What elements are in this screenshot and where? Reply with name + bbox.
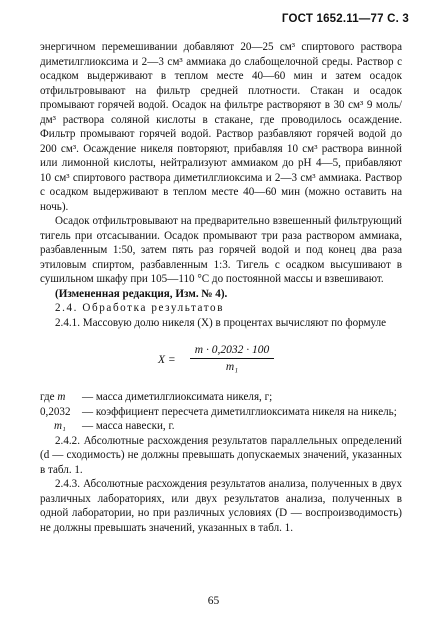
definition-symbol: 0,2032 xyxy=(40,405,71,418)
definition-text: — масса диметилглиоксимата никеля, г; xyxy=(82,391,273,403)
paragraph-filtration: Осадок отфильтровывают на предварительно взвешенный фильтрующий тигель при отсасывании. Осадок промывают три раза раствором аммиака, разбавленным 1:50, затем пять раз горячей водой и под конец два раза этиловым спиртом, разбавленным 1:3. Тигель с осадком высушивают в сушильном шкафу при 105—110 °С до постоянной массы и взвешивают. xyxy=(40,215,402,285)
clause-2-4-3: 2.4.3. Абсолютные расхождения результатов анализа, полученных в двух различных лабораториях, или двух результатов анализа, полученных в одной лаборатории, но при различных условиях (D — воспроизводимость) не должны превышать значений, указанных в табл. 1. xyxy=(40,478,402,534)
definition-text: — масса навески, г. xyxy=(82,420,175,432)
definition-row xyxy=(40,405,402,420)
page-number: 65 xyxy=(207,595,220,607)
fraction-bar xyxy=(190,358,274,359)
formula-lhs: X = xyxy=(158,354,176,366)
document-body xyxy=(40,40,402,535)
definition-symbol xyxy=(40,390,82,405)
formula-fraction xyxy=(190,344,274,374)
definition-row xyxy=(40,390,402,405)
definition-symbol-text: m₁ xyxy=(54,420,66,432)
clause-2-4-2: 2.4.2. Абсолютные расхождения результатов параллельных определений (d — сходимость) не должны превышать допускаемых значений, указанных в табл. 1. xyxy=(40,434,402,476)
section-heading-2-4: 2.4. Обработка результатов xyxy=(55,302,225,314)
formula-definitions xyxy=(40,390,402,434)
formula-numerator: m · 0,2032 · 100 xyxy=(194,344,270,356)
nickel-mass-fraction-formula xyxy=(40,338,402,386)
definition-row xyxy=(40,419,402,434)
formula-denominator: m₁ xyxy=(225,361,239,373)
paragraph-continuation: энергичном перемешивании добавляют 20—25 см³ спиртового раствора диметилглиоксима и 2—3 см³ аммиака до слабощелочной среды. Раствор с осадком выдерживают в теплом месте 40—60 мин и затем осадок отфильтровывают на фильтр средней плотности. Стакан и осадок промывают горячей водой. Осадок на фильтре растворяют в 30 см³ 9 моль/дм³ раствора соляной кислоты в стакане, где проводилось осаждение. Фильтр промывают горячей водой. Раствор разбавляют горячей водой до 200 см³. Осаждение никеля повторяют, прибавляя 10 см³ раствора винной или лимонной кислоты, нейтрализуют аммиаком до pH 4—5, прибавляют 10 см³ спиртового раствора диметилглиоксима и 2—3 см³ аммиака. Раствор с осадком выдерживают в теплом месте 40—60 мин (можно оставить на ночь). xyxy=(40,41,402,213)
definition-symbol-text: m xyxy=(57,391,66,403)
amendment-note: (Измененная редакция, Изм. № 4). xyxy=(55,287,228,300)
page-header: ГОСТ 1652.11—77 С. 3 xyxy=(281,13,409,25)
definition-text: — коэффициент пересчета диметилглиоксимата никеля на никель; xyxy=(82,405,397,418)
definition-symbol xyxy=(40,419,82,434)
clause-2-4-1: 2.4.1. Массовую долю никеля (X) в процентах вычисляют по формуле xyxy=(55,316,387,329)
definition-prefix: где xyxy=(40,391,55,403)
